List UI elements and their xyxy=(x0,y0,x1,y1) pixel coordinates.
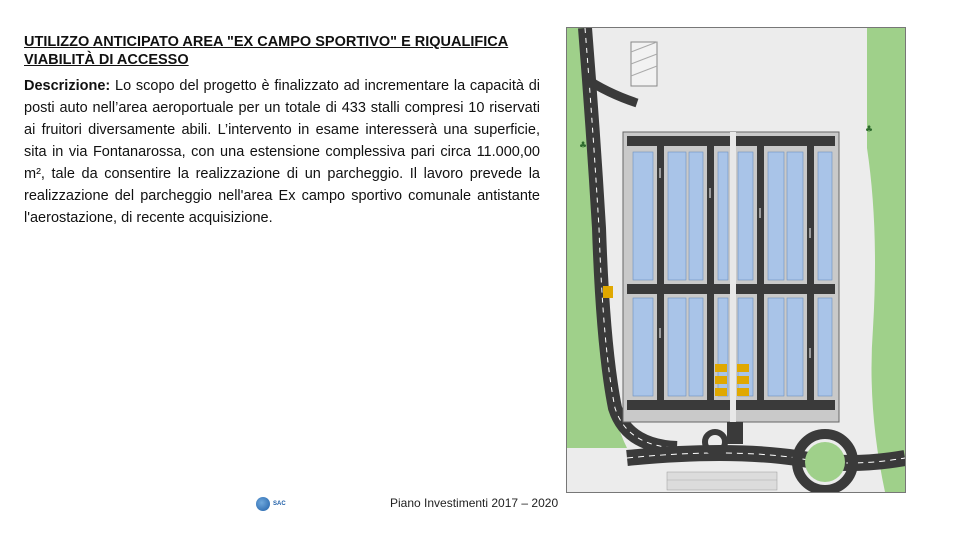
logo-mark-icon xyxy=(256,497,270,511)
parking-site-plan xyxy=(566,27,906,493)
svg-text:♣: ♣ xyxy=(865,125,874,135)
slide-title: UTILIZZO ANTICIPATO AREA "EX CAMPO SPORTIVO" E RIQUALIFICA VIABILITÀ DI ACCESSO xyxy=(24,34,509,68)
project-description xyxy=(24,75,540,229)
svg-text:♣: ♣ xyxy=(579,141,588,151)
description-text: Lo scopo del progetto è finalizzato ad incrementare la capacità di posti auto nell’area aeroportuale per un totale di 433 stalli compresi 10 riservati ai fruitori diversamente abili. L’intervento in esame interesserà una superficie, sita in via Fontanarossa, con una estensione complessiva pari circa 11.000,00 m², tale da consentire la realizzazione di un parcheggio. Il lavoro prevede la realizzazione del parcheggio nell'area Ex campo sportivo comunale antistante l'aerostazione, di recente acquisizione. xyxy=(24,78,540,226)
logo-text: SAC xyxy=(273,501,286,507)
description-label: Descrizione: xyxy=(24,78,111,94)
site-plan-drawing xyxy=(567,28,905,492)
company-logo xyxy=(256,497,286,511)
footer-text: Piano Investimenti 2017 – 2020 xyxy=(390,496,559,510)
